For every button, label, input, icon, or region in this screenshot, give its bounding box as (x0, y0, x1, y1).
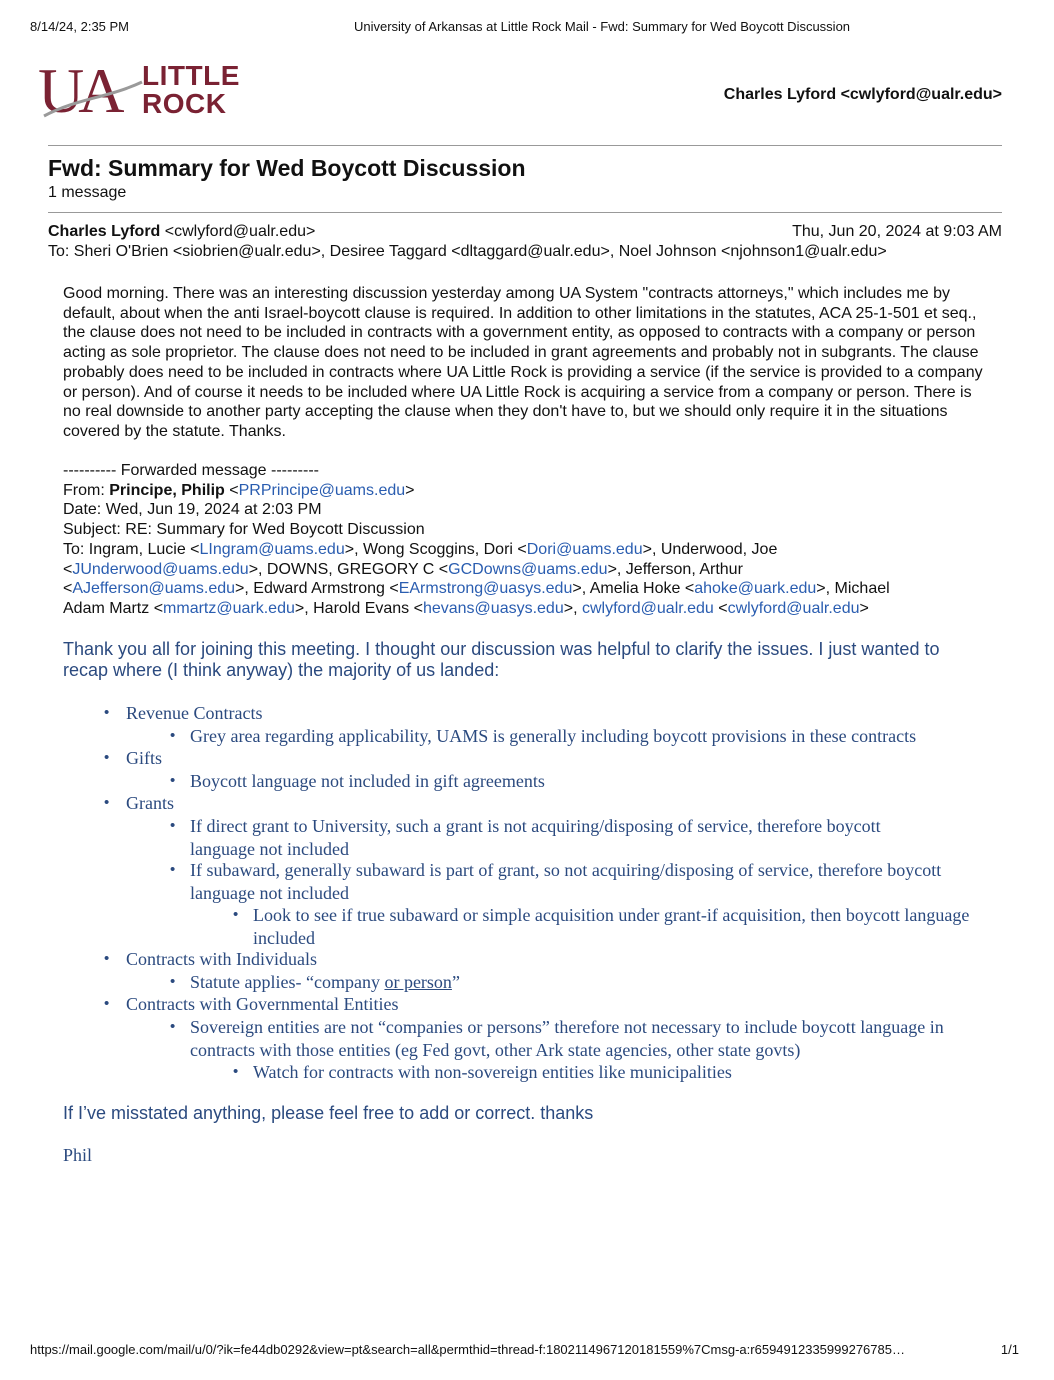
logo-swoosh-icon (38, 55, 148, 126)
list-item: Boycott language not included in gift agreements (190, 771, 545, 791)
bullet-icon: • (170, 727, 176, 744)
bullet-icon: • (104, 749, 110, 766)
email-link[interactable]: EArmstrong@uasys.edu (398, 580, 573, 598)
logo-rock-text: ROCK (142, 88, 227, 119)
message-body: Good morning. There was an interesting discussion yesterday among UA System "contracts attorneys," which includes me by default, about when the anti Israel-boycott clause is required. In addition to other limitations in the statutes, ACA 25-1-501 et seq., the clause does not need to be included in contracts with a government entity, as opposed to contracts with a company or person acting as sole proprietor. The clause does not need to be included in grant agreements and probably not in subgrants. The clause probably does need to be included in contracts where UA Little Rock is providing a service (if the service is provided to a company or person). And of course it needs to be included where UA Little Rock is acquiring a service from a company or person. There is no real downside to another party accepting the clause when they don't have to, but we should only require it in the situations covered by the statute. Thanks. (63, 285, 983, 440)
forward-subject: Subject: RE: Summary for Wed Boycott Discussion (63, 521, 425, 539)
email-link[interactable]: hevans@uasys.edu (422, 599, 564, 617)
forward-sender-email-link[interactable]: PRPrincipe@uams.edu (238, 481, 406, 499)
email-link[interactable]: AJefferson@uams.edu (72, 580, 236, 598)
list-item: Statute applies- “company or person” (190, 972, 460, 992)
email-link[interactable]: cwlyford@ualr.edu (727, 599, 860, 617)
forwarded-header (63, 461, 993, 619)
forward-divider: ---------- Forwarded message --------- (63, 462, 319, 479)
bullet-icon: • (104, 794, 110, 811)
email-link[interactable]: mmartz@uark.edu (163, 599, 295, 617)
forward-closing: If I’ve misstated anything, please feel free to add or correct. thanks (63, 1103, 594, 1123)
bullet-icon: • (104, 704, 110, 721)
email-link[interactable]: Dori@uams.edu (526, 540, 643, 558)
list-item: Sovereign entities are not “companies or persons” therefore not necessary to include boycott language in contracts with those entities (eg Fed govt, other Ark state agencies, other state govts) (190, 1017, 944, 1060)
email-link[interactable]: LIngram@uams.edu (199, 540, 345, 558)
email-link[interactable]: JUnderwood@uams.edu (72, 560, 249, 578)
forward-from: From: Principe, Philip <PRPrincipe@uams.edu> (63, 481, 415, 499)
forward-sender-name: Principe, Philip (109, 481, 225, 499)
email-link[interactable]: ahoke@uark.edu (694, 580, 817, 598)
message-date: Thu, Jun 20, 2024 at 9:03 AM (792, 223, 1002, 240)
list-item: Look to see if true subaward or simple acquisition under grant-if acquisition, then boycott language included (253, 905, 970, 948)
list-item: Gifts (126, 748, 162, 768)
logo-little-text: LITTLE (142, 60, 240, 91)
message-recipients: To: Sheri O'Brien <siobrien@ualr.edu>, Desiree Taggard <dltaggard@ualr.edu>, Noel Johnson <njohnson1@ualr.edu> (48, 243, 887, 260)
bullet-icon: • (104, 950, 110, 967)
print-url: https://mail.google.com/mail/u/0/?ik=fe44db0292&view=pt&search=all&permthid=thread-f:1802114967120181559%7Cmsg-a:r6594912335999276785… (30, 1342, 905, 1357)
message-count: 1 message (48, 184, 127, 201)
forward-date: Date: Wed, Jun 19, 2024 at 2:03 PM (63, 501, 322, 519)
sender-email: <cwlyford@ualr.edu> (164, 223, 316, 240)
list-item: Grants (126, 793, 174, 813)
print-page-number: 1/1 (1000, 1342, 1019, 1357)
list-item: Grey area regarding applicability, UAMS is generally including boycott provisions in these contracts (190, 726, 917, 746)
list-item: Revenue Contracts (126, 703, 263, 723)
list-item: Contracts with Governmental Entities (126, 994, 399, 1014)
forward-intro: Thank you all for joining this meeting. I thought our discussion was helpful to clarify the issues. I just wanted to recap where (I think anyway) the majority of us landed: (63, 639, 940, 680)
account-name: Charles Lyford <cwlyford@ualr.edu> (723, 86, 1002, 103)
forward-to: To: Ingram, Lucie <LIngram@uams.edu>, Wong Scoggins, Dori <Dori@uams.edu>, Underwood, Joe <JUnderwood@uams.edu>, DOWNS, GREGORY C <GCDowns@uams.edu>, Jefferson, Arthur <AJefferson@uams.edu>, Edward Armstrong <EArmstrong@uasys.edu>, Amelia Hoke <ahoke@uark.edu>, Michael Adam Martz <mmartz@uark.edu>, Harold Evans <hevans@uasys.edu>, cwlyford@ualr.edu <cwlyford@ualr.edu> (63, 540, 890, 617)
print-page-title: University of Arkansas at Little Rock Mail - Fwd: Summary for Wed Boycott Discussion (353, 19, 851, 34)
bullet-icon: • (170, 817, 176, 834)
header-divider (48, 145, 1002, 146)
email-link[interactable]: cwlyford@ualr.edu (581, 599, 714, 617)
thread-divider (48, 212, 1002, 213)
bullet-icon: • (233, 906, 239, 923)
bullet-icon: • (104, 995, 110, 1012)
bullet-icon: • (233, 1063, 239, 1080)
bullet-icon: • (170, 1018, 176, 1035)
message-from (48, 223, 315, 241)
list-item: Watch for contracts with non-sovereign entities like municipalities (253, 1062, 732, 1082)
thread-subject: Fwd: Summary for Wed Boycott Discussion (48, 155, 526, 181)
sender-name: Charles Lyford (48, 223, 161, 240)
email-link[interactable]: GCDowns@uams.edu (448, 560, 608, 578)
forward-signature: Phil (63, 1145, 93, 1165)
bullet-icon: • (170, 973, 176, 990)
logo-ua-mark: UA (38, 55, 119, 126)
print-datetime: 8/14/24, 2:35 PM (30, 19, 130, 34)
list-item: If subaward, generally subaward is part of grant, so not acquiring/disposing of service, therefore boycott language not included (190, 860, 942, 903)
bullet-icon: • (170, 772, 176, 789)
ua-little-rock-logo (38, 55, 240, 126)
list-item: Contracts with Individuals (126, 949, 317, 969)
bullet-icon: • (170, 861, 176, 878)
list-item: If direct grant to University, such a grant is not acquiring/disposing of service, therefore boycott language not included (190, 816, 881, 859)
